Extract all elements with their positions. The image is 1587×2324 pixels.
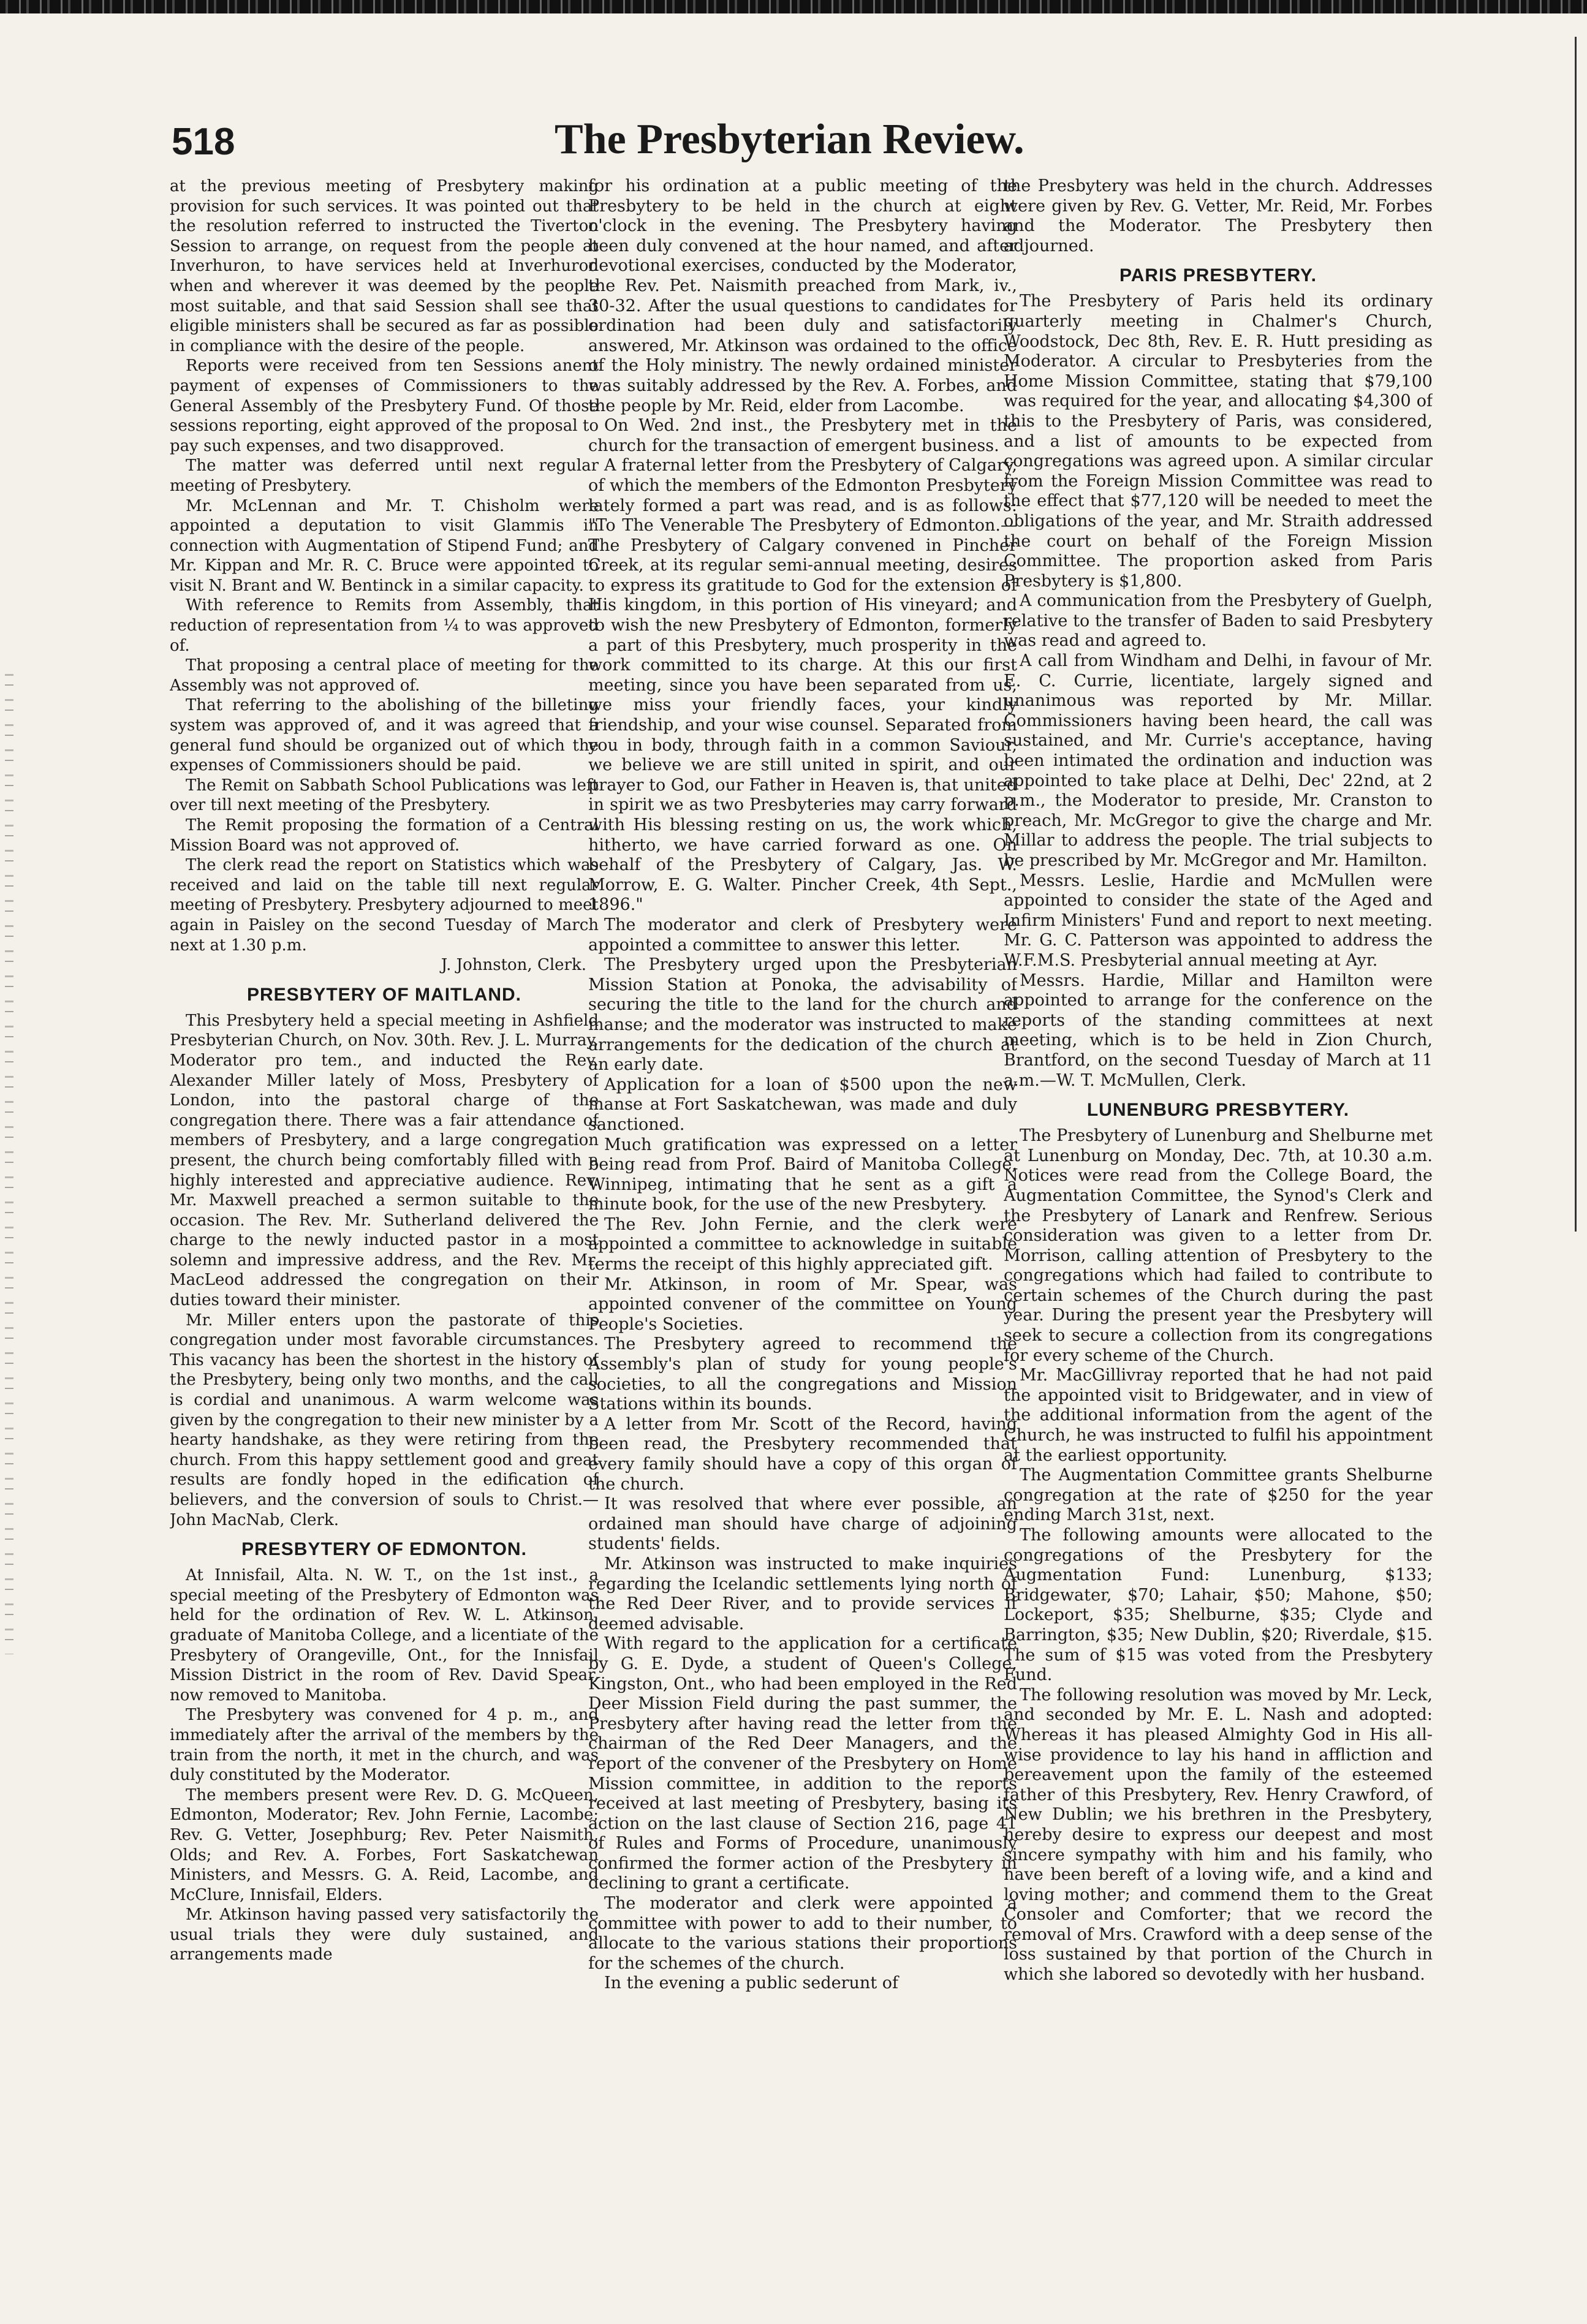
- paragraph: The Rev. John Fernie, and the clerk were appointed a committee to acknowledge in suitable terms the receipt of this highly appreciated gift.: [588, 1214, 1017, 1274]
- column-1: [170, 176, 599, 2296]
- paragraph: In the evening a public sederunt of: [604, 1974, 899, 1993]
- paragraph: Much gratification was expressed on a letter being read from Prof. Baird of Manitoba College, Winnipeg, intimating that he sent as a gift a minute book, for the use of the new Presbytery.: [588, 1135, 1017, 1214]
- paragraph: At Innisfail, Alta. N. W. T., on the 1st inst., a special meeting of the Presbytery of Edmonton was held for the ordination of Rev. W. L. Atkinson, graduate of Manitoba College, and a licentiate of the Presbytery of Orangeville, Ont., for the Innisfail Mission District in the room of Rev. David Spear, now removed to Manitoba.: [170, 1566, 599, 1705]
- paragraph: The following resolution was moved by Mr. Leck, and seconded by Mr. E. L. Nash and adopted: Whereas it has pleased Almighty God in His all-wise providence to lay his hand in affliction and bereavement upon the family of the esteemed father of this Presbytery, Rev. Henry Crawford, of New Dublin; we his brethren in the Presbytery, hereby desire to express our deepest and most sincere sympathy with him and his family, who have been bereft of a loving wife, and a kind and loving mother; and commend them to the Great Consoler and Comforter; that we record the removal of Mrs. Crawford with a deep sense of the loss sustained by that portion of the Church in which she labored so devotedly with her husband.: [1004, 1685, 1433, 1985]
- paragraph: at the previous meeting of Presbytery making provision for such services. It was pointed out that the resolution referred to instructed the Tiverton Session to arrange, on request from the people at Inverhuron, to have services held at Inverhuron when and wherever it was deemed by the people most suitable, and that said Session shall see that eligible ministers shall be secured as far as possible in compliance with the desire of the people.: [170, 177, 599, 355]
- paragraph: The Presbytery agreed to recommend the Assembly's plan of study for young people's societies, to all the congregations and Mission Stations within its bounds.: [588, 1334, 1017, 1414]
- paragraph: With regard to the application for a certificate by G. E. Dyde, a student of Queen's College, Kingston, Ont., who had been employed in the Red Deer Mission Field during the past summer, the Presbytery after having read the letter from the chairman of the Red Deer Managers, and the report of the convener of the Presbytery on Home Mission committee, in addition to the reports received at last meeting of Presbytery, basing its action on the last clause of Section 216, page 41 of Rules and Forms of Procedure, unanimously confirmed the former action of the Presbytery in declining to grant a certificate.: [588, 1634, 1017, 1893]
- clerk-signature: J. Johnston, Clerk.: [441, 956, 586, 975]
- paragraph: With reference to Remits from Assembly, that reduction of representation from ¼ to was approved of.: [170, 596, 599, 655]
- top-border-rule: [0, 0, 1587, 13]
- paragraph: The moderator and clerk of Presbytery were appointed a committee to answer this letter.: [588, 915, 1017, 955]
- section-heading: PRESBYTERY OF EDMONTON.: [241, 1539, 527, 1560]
- paragraph: Reports were received from ten Sessions anent payment of expenses of Commissioners to the General Assembly of the Presbytery Fund. Of those sessions reporting, eight approved of the proposal to pay such expenses, and two disapproved.: [170, 357, 599, 455]
- paragraph: Mr. McLennan and Mr. T. Chisholm were appointed a deputation to visit Glammis in connection with Augmentation of Stipend Fund; and Mr. Kippan and Mr. R. C. Bruce were appointed to visit N. Brant and W. Bentinck in a similar capacity.: [170, 496, 599, 595]
- left-margin-speckle: [5, 674, 13, 1654]
- paragraph: The moderator and clerk were appointed a committee with power to add to their number, to allocate to the various stations their proportions for the schemes of the church.: [588, 1894, 1017, 1973]
- paragraph: Mr. Miller enters upon the pastorate of this congregation under most favorable circumstances. This vacancy has been the shortest in the history of the Presbytery, being only two months, and the call is cordial and unanimous. A warm welcome was given by the congregation to their new minister by a hearty handshake, as they were retiring from the church. From this happy settlement good and great results are fondly hoped in the edification of believers, and the conversion of souls to Christ.—John MacNab, Clerk.: [170, 1311, 599, 1529]
- column-2: [588, 176, 1017, 2296]
- paragraph: The Augmentation Committee grants Shelburne congregation at the rate of $250 for the year ending March 31st, next.: [1004, 1466, 1433, 1525]
- paragraph: Mr. MacGillivray reported that he had not paid the appointed visit to Bridgewater, and in view of the additional information from the agent of the Church, he was instructed to fulfil his appointment at the earliest opportunity.: [1004, 1366, 1433, 1465]
- column-3: [1004, 176, 1433, 2296]
- paragraph: The Remit on Sabbath School Publications was left over till next meeting of the Presbytery.: [170, 776, 599, 815]
- paragraph: That referring to the abolishing of the billeting system was approved of, and it was agreed that a general fund should be organized out of which the expenses of Commissioners should be paid.: [170, 696, 599, 775]
- paragraph: A letter from Mr. Scott of the Record, having been read, the Presbytery recommended that every family should have a copy of this organ of the church.: [588, 1414, 1017, 1494]
- paragraph: The members present were Rev. D. G. McQueen, Edmonton, Moderator; Rev. John Fernie, Lacombe; Rev. G. Vetter, Josephburg; Rev. Peter Naismith, Olds; and Rev. A. Forbes, Fort Saskatchewan Ministers, and Messrs. G. A. Reid, Lacombe, and McClure, Innisfail, Elders.: [170, 1785, 599, 1904]
- paragraph: Application for a loan of $500 upon the new manse at Fort Saskatchewan, was made and duly sanctioned.: [588, 1075, 1017, 1134]
- section-heading: PRESBYTERY OF MAITLAND.: [246, 984, 522, 1005]
- section-heading: LUNENBURG PRESBYTERY.: [1086, 1100, 1350, 1121]
- paragraph: Messrs. Hardie, Millar and Hamilton were appointed to arrange for the conference on the reports of the standing committees at next meeting, which is to be held in Zion Church, Brantford, on the second Tuesday of March at 11 a.m.—W. T. McMullen, Clerk.: [1004, 971, 1433, 1090]
- paragraph: It was resolved that where ever possible, an ordained man should have charge of adjoining students' fields.: [588, 1494, 1017, 1554]
- paragraph: A communication from the Presbytery of Guelph, relative to the transfer of Baden to said Presbytery was read and agreed to.: [1004, 591, 1433, 651]
- page-number: 518: [172, 121, 235, 163]
- paragraph: The Remit proposing the formation of a Central Mission Board was not approved of.: [170, 816, 599, 855]
- paragraph: The matter was deferred until next regular meeting of Presbytery.: [170, 456, 599, 495]
- paragraph: A call from Windham and Delhi, in favour of Mr. E. C. Currie, licentiate, largely signed and unanimous was reported by Mr. Millar. Commissioners having been heard, the call was sustained, and Mr. Currie's acceptance, having been intimated the ordination and induction was appointed to take place at Delhi, Dec' 22nd, at 2 p.m., the Moderator to preside, Mr. Cranston to preach, Mr. McGregor to give the charge and Mr. Millar to address the people. The trial subjects to be prescribed by Mr. McGregor and Mr. Hamilton.: [1004, 651, 1433, 870]
- paragraph: That proposing a central place of meeting for the Assembly was not approved of.: [170, 656, 599, 695]
- section-heading: PARIS PRESBYTERY.: [1119, 265, 1317, 286]
- right-margin-rule: [1575, 37, 1577, 1232]
- paragraph: Messrs. Leslie, Hardie and McMullen were appointed to consider the state of the Aged and Infirm Ministers' Fund and report to next meeting. Mr. G. C. Patterson was appointed to address the W.F.M.S. Presbyterial annual meeting at Ayr.: [1004, 871, 1433, 970]
- paragraph: Mr. Atkinson, in room of Mr. Spear, was appointed convener of the committee on Young People's Societies.: [588, 1274, 1017, 1334]
- paragraph: The Presbytery of Paris held its ordinary quarterly meeting in Chalmer's Church, Woodstock, Dec 8th, Rev. E. R. Hutt presiding as Moderator. A circular to Presbyteries from the Home Mission Committee, stating that $79,100 was required for the year, and allocating $4,300 of this to the Presbytery of Paris, was considered, and a list of amounts to be expected from congregations was agreed upon. A similar circular from the Foreign Mission Committee was read to the effect that $77,120 will be needed to meet the obligations of the year, and Mr. Straith addressed the court on behalf of the Foreign Mission Committee. The proportion asked from Paris Presbytery is $1,800.: [1004, 292, 1433, 591]
- paragraph: for his ordination at a public meeting of the Presbytery to be held in the church at eight o'clock in the evening. The Presbytery having been duly convened at the hour named, and after devotional exercises, conducted by the Moderator, the Rev. Pet. Naismith preached from Mark, iv., 30-32. After the usual questions to candidates for ordination had been duly and satisfactorily answered, Mr. Atkinson was ordained to the office of the Holy ministry. The newly ordained minister was suitably addressed by the Rev. A. Forbes, and the people by Mr. Reid, elder from Lacombe.: [588, 176, 1017, 415]
- paragraph: The Presbytery urged upon the Presbyterian Mission Station at Ponoka, the advisability of securing the title to the land for the church and manse; and the moderator was instructed to make arrangements for the dedication of the church at an early date.: [588, 955, 1017, 1075]
- paragraph: The clerk read the report on Statistics which was received and laid on the table till next regular meeting of Presbytery. Presbytery adjourned to meet again in Paisley on the second Tuesday of March next at 1.30 p.m.: [170, 856, 599, 955]
- paragraph: the Presbytery was held in the church. Addresses were given by Rev. G. Vetter, Mr. Reid, Mr. Forbes and the Moderator. The Presbytery then adjourned.: [1004, 176, 1433, 255]
- paragraph: Mr. Atkinson was instructed to make inquiries regarding the Icelandic settlements lying north of the Red Deer River, and to provide services if deemed advisable.: [588, 1554, 1017, 1633]
- paragraph: The Presbytery was convened for 4 p. m., and immediately after the arrival of the members by the train from the north, it met in the church, and was duly constituted by the Moderator.: [170, 1706, 599, 1785]
- paragraph: On Wed. 2nd inst., the Presbytery met in the church for the transaction of emergent business.: [588, 416, 1017, 455]
- paragraph: Mr. Atkinson having passed very satisfactorily the usual trials they were duly sustained, and arrangements made: [170, 1906, 599, 1964]
- journal-title: The Presbyterian Review.: [555, 116, 1025, 163]
- paragraph: This Presbytery held a special meeting in Ashfield Presbyterian Church, on Nov. 30th. Rev. J. L. Murray, Moderator pro tem., and inducted the Rev. Alexander Miller lately of Moss, Presbytery of London, into the pastoral charge of the congregation there. There was a fair attendance of members of Presbytery, and a large congregation present, the church being comfortably filled with a highly interested and appreciative audience. Rev. Mr. Maxwell preached a sermon suitable to the occasion. The Rev. Mr. Sutherland delivered the charge to the newly inducted pastor in a most solemn and impressive address, and the Rev. Mr. MacLeod addressed the congregation on their duties toward their minister.: [170, 1011, 599, 1310]
- paragraph: A fraternal letter from the Presbytery of Calgary, of which the members of the Edmonton Presbytery lately formed a part was read, and is as follows: "To The Venerable The Presbytery of Edmonton.—The Presbytery of Calgary convened in Pincher Creek, at its regular semi-annual meeting, desires to express its gratitude to God for the extension of His kingdom, in this portion of His vineyard; and to wish the new Presbytery of Edmonton, formerly a part of this Presbytery, much prosperity in the work committed to its charge. At this our first meeting, since you have been separated from us, we miss your friendly faces, your kindly friendship, and your wise counsel. Separated from you in body, through faith in a common Saviour, we believe we are still united in spirit, and our prayer to God, our Father in Heaven is, that united in spirit we as two Presbyteries may carry forward with His blessing resting on us, the work which, hitherto, we have carried forward as one. On behalf of the Presbytery of Calgary, Jas. W. Morrow, E. G. Walter. Pincher Creek, 4th Sept., 1896.": [588, 456, 1017, 915]
- paragraph: The following amounts were allocated to the congregations of the Presbytery for the Augmentation Fund: Lunenburg, $133; Bridgewater, $70; Lahair, $50; Mahone, $50; Lockeport, $35; Shelburne, $35; Clyde and Barrington, $35; New Dublin, $20; Riverdale, $15. The sum of $15 was voted from the Presbytery Fund.: [1004, 1526, 1433, 1685]
- paragraph: The Presbytery of Lunenburg and Shelburne met at Lunenburg on Monday, Dec. 7th, at 10.30 a.m. Notices were read from the College Board, the Augmentation Committee, the Synod's Clerk and the Presbytery of Lanark and Renfrew. Serious consideration was given to a letter from Dr. Morrison, calling attention of Presbytery to the congregations which had failed to contribute to certain schemes of the Church during the past year. During the present year the Presbytery will seek to secure a collection from its congregations for every scheme of the Church.: [1004, 1126, 1433, 1365]
